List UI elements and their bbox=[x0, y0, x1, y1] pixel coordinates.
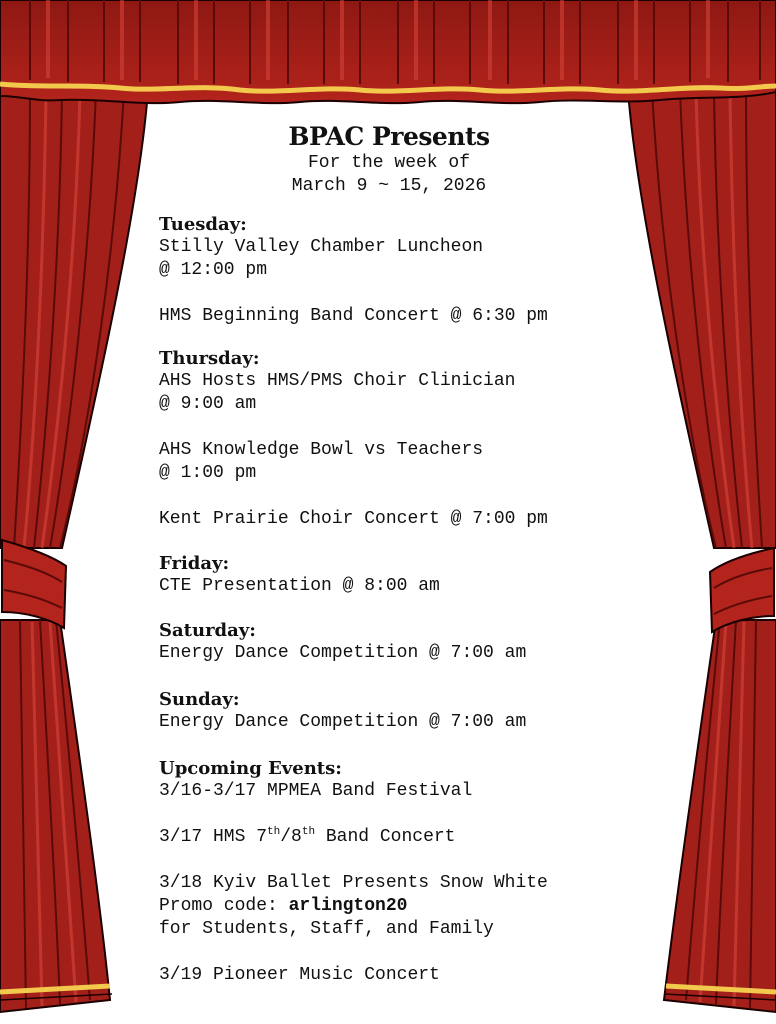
event-line: Stilly Valley Chamber Luncheon bbox=[159, 237, 484, 257]
day-heading: Saturday: bbox=[159, 620, 256, 641]
section-heading: Upcoming Events: bbox=[159, 758, 342, 779]
day-heading: Tuesday: bbox=[159, 214, 247, 235]
page-title: BPAC Presents bbox=[288, 122, 490, 151]
subtitle-date-range: March 9 ~ 15, 2026 bbox=[291, 176, 487, 196]
event-time: @ 12:00 pm bbox=[159, 260, 268, 280]
event-line: AHS Knowledge Bowl vs Teachers bbox=[159, 440, 484, 460]
event-line: 3/19 Pioneer Music Concert bbox=[159, 965, 440, 985]
day-section-sunday bbox=[159, 689, 619, 734]
upcoming-events-section bbox=[159, 758, 619, 987]
event-text: 3/17 HMS 7 bbox=[159, 827, 268, 847]
event-line: Energy Dance Competition @ 7:00 am bbox=[159, 643, 527, 663]
event-line: for Students, Staff, and Family bbox=[159, 919, 494, 939]
event-line: AHS Hosts HMS/PMS Choir Clinician bbox=[159, 371, 516, 391]
event-line: Kent Prairie Choir Concert @ 7:00 pm bbox=[159, 509, 548, 529]
day-section-friday bbox=[159, 553, 619, 598]
ordinal-suffix: th bbox=[301, 826, 316, 838]
event-text: /8 bbox=[280, 827, 302, 847]
subtitle-week-label: For the week of bbox=[307, 153, 471, 173]
day-heading: Sunday: bbox=[159, 689, 240, 710]
promo-code: arlington20 bbox=[288, 896, 408, 916]
event-line: HMS Beginning Band Concert @ 6:30 pm bbox=[159, 306, 548, 326]
promo-label: Promo code: bbox=[159, 896, 289, 916]
event-line: 3/16-3/17 MPMEA Band Festival bbox=[159, 781, 473, 801]
day-section-thursday bbox=[159, 348, 619, 531]
day-heading: Thursday: bbox=[159, 348, 260, 369]
day-section-saturday bbox=[159, 620, 619, 665]
top-valance bbox=[0, 0, 776, 103]
event-text: Band Concert bbox=[315, 827, 456, 847]
event-line: Energy Dance Competition @ 7:00 am bbox=[159, 712, 527, 732]
day-section-tuesday bbox=[159, 214, 619, 328]
event-line: 3/18 Kyiv Ballet Presents Snow White bbox=[159, 873, 548, 893]
event-time: @ 1:00 pm bbox=[159, 463, 257, 483]
ordinal-suffix: th bbox=[267, 826, 281, 838]
promo-line bbox=[159, 895, 619, 918]
event-line: CTE Presentation @ 8:00 am bbox=[159, 576, 440, 596]
left-curtain bbox=[0, 90, 148, 1012]
right-curtain bbox=[628, 90, 776, 1012]
event-time: @ 9:00 am bbox=[159, 394, 257, 414]
day-heading: Friday: bbox=[159, 553, 230, 574]
event-line-band-concert bbox=[159, 826, 619, 849]
schedule bbox=[159, 122, 619, 987]
